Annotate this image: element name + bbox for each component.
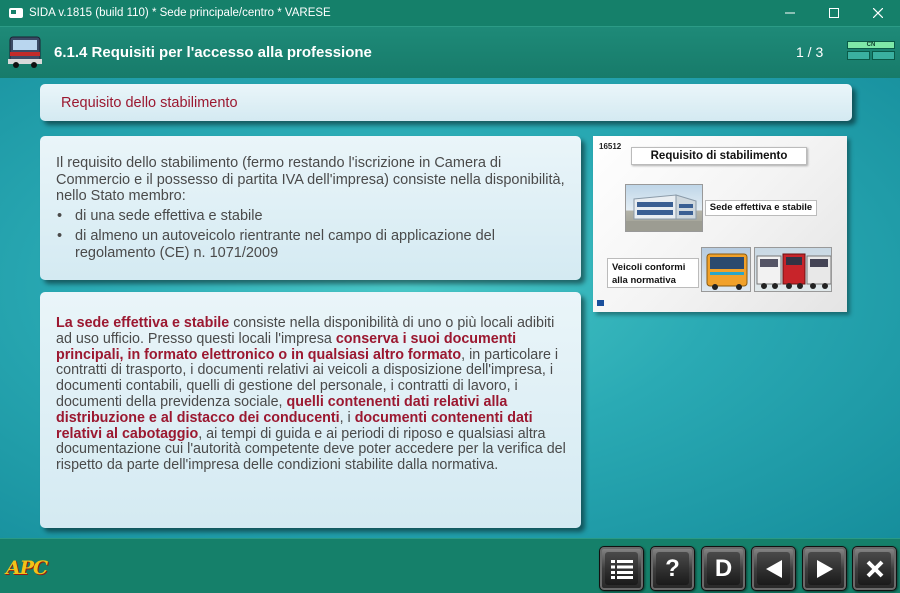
bullet-item: • di almeno un autoveicolo rientrante nel campo di applicazione del regolamento (CE) n. 1071/2009 — [56, 228, 571, 261]
close-icon — [858, 552, 891, 585]
arrow-left-icon — [757, 552, 790, 585]
app-header — [0, 26, 900, 78]
trucks-icon — [755, 248, 832, 292]
bus-logo-icon — [6, 31, 44, 71]
index-button[interactable] — [599, 546, 644, 591]
app-icon — [9, 8, 23, 18]
intro-panel — [40, 136, 581, 280]
help-button[interactable] — [650, 546, 695, 591]
office-building-image — [625, 184, 703, 232]
illustration-figure[interactable] — [593, 136, 847, 312]
body-text: , ai tempi di guida e ai periodi di riposo e qualsiasi altra documentazione cui l'autorità competente deve poter accedere per la verifica del rispetto da parte dell'impresa delle condizioni stabilite dalla normativa. — [56, 425, 566, 474]
next-button[interactable] — [802, 546, 847, 591]
figure-label-veicoli: Veicoli conformi alla normativa — [607, 258, 699, 288]
cn-badge-cell — [872, 51, 895, 60]
highlight-text: La sede effettiva e stabile — [56, 315, 230, 331]
window-title: SIDA v.1815 (build 110) * Sede principale/centro * VARESE — [29, 7, 331, 19]
maximize-icon — [829, 8, 839, 18]
list-icon — [605, 552, 638, 585]
figure-title: Requisito di stabilimento — [631, 147, 807, 165]
bottom-toolbar — [0, 538, 900, 593]
highlight-text: quelli contenenti dati relativi alla distribuzione e al distacco dei conducenti — [56, 393, 508, 426]
trucks-image — [754, 247, 832, 292]
publisher-mark-icon — [597, 300, 604, 306]
detail-paragraph — [56, 316, 571, 474]
content-area — [0, 78, 900, 538]
apc-logo: APC — [6, 557, 48, 579]
cn-badge-label: CN — [847, 41, 895, 49]
minimize-button[interactable] — [768, 0, 812, 26]
intro-bullet-list — [56, 208, 571, 262]
intro-paragraph: Il requisito dello stabilimento (fermo restando l'iscrizione in Camera di Commercio e il possesso di partita IVA dell'impresa) consiste nella disponibilità, nello Stato membro: — [56, 155, 565, 204]
body-text: , i — [339, 409, 355, 426]
close-icon — [873, 8, 883, 18]
dictionary-button[interactable] — [701, 546, 746, 591]
maximize-button[interactable] — [812, 0, 856, 26]
close-button[interactable] — [852, 546, 897, 591]
page-counter: 1 / 3 — [796, 44, 824, 60]
highlight-text: documenti contenenti dati relativi al cabotaggio — [56, 409, 533, 442]
highlight-text: conserva i suoi documenti principali, in formato elettronico o in qualsiasi altro formato — [56, 330, 517, 363]
window-titlebar — [0, 0, 900, 26]
bullet-item: • di una sede effettiva e stabile — [56, 208, 571, 225]
bus-image — [701, 247, 751, 292]
office-building-icon — [626, 185, 703, 232]
window-close-button[interactable] — [856, 0, 900, 26]
cn-badge — [847, 41, 895, 63]
body-text: consiste nella disponibilità di uno o più locali adibiti ad uso ufficio. Presso questi locali l'impresa — [56, 315, 555, 347]
body-text: , in particolare i contratti di trasporto, i documenti relativi ai veicoli a disposizione dell'impresa, i documenti contabili, quelli di gestione del personale, i contratti di lavoro, i documenti della previdenza sociale, — [56, 346, 559, 410]
page-title: 6.1.4 Requisiti per l'accesso alla professione — [54, 44, 372, 61]
arrow-right-icon — [808, 552, 841, 585]
intro-text-block — [56, 155, 571, 265]
letter-d-icon: D — [707, 552, 740, 585]
minimize-icon — [785, 8, 795, 18]
figure-code: 16512 — [599, 142, 622, 151]
detail-panel — [40, 292, 581, 528]
section-title: Requisito dello stabilimento — [61, 95, 238, 111]
previous-button[interactable] — [751, 546, 796, 591]
question-icon: ? — [656, 552, 689, 585]
section-bar — [40, 84, 852, 121]
figure-label-sede: Sede effettiva e stabile — [705, 200, 817, 216]
bus-icon — [702, 248, 751, 292]
cn-badge-cell — [847, 51, 870, 60]
